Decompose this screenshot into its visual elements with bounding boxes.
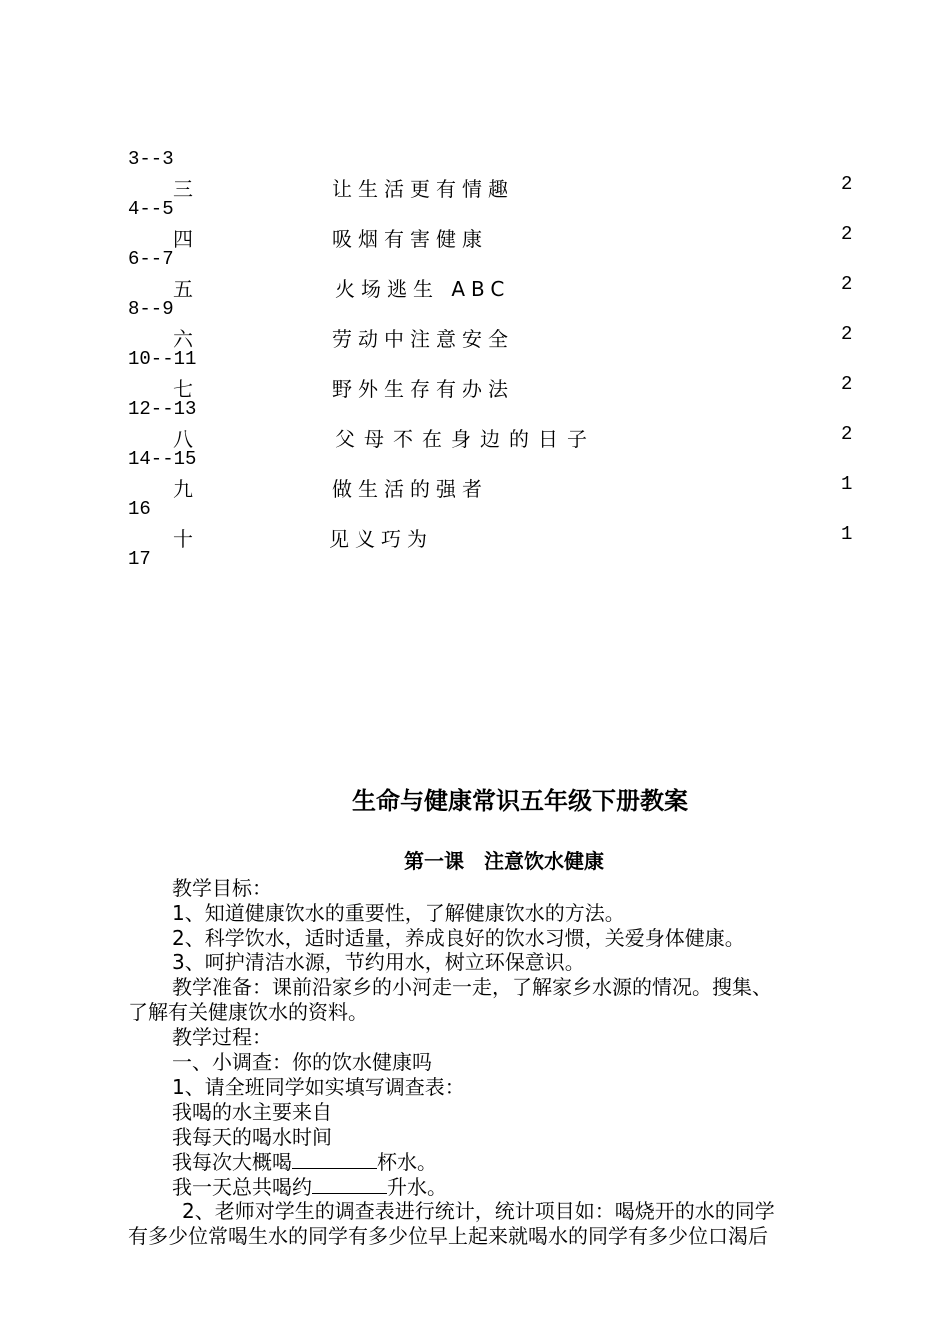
- toc-title: 劳动中注意安全: [332, 327, 514, 351]
- toc-ordinal: 三: [173, 177, 193, 201]
- toc-ordinal: 八: [173, 427, 193, 451]
- question-text: 升水。: [387, 1175, 447, 1199]
- toc-page-range: 14--15: [128, 448, 197, 470]
- step-line: 1、请全班同学如实填写调查表：: [172, 1075, 465, 1099]
- toc-title: 做生活的强者: [332, 477, 488, 501]
- toc-page-range: 12--13: [128, 398, 197, 420]
- toc-periods: 2: [841, 273, 853, 295]
- goals-heading: 教学目标：: [172, 876, 272, 900]
- toc-title: 见义巧为: [329, 527, 433, 551]
- toc-page-range: 3--3: [128, 148, 174, 170]
- lesson-title: 第一课 注意饮水健康: [404, 849, 604, 873]
- goal-item: 1、知道健康饮水的重要性，了解健康饮水的方法。: [172, 901, 625, 925]
- fill-in-blank: [312, 1175, 387, 1194]
- toc-periods: 2: [841, 423, 853, 445]
- goal-item: 3、呵护清洁水源，节约用水，树立环保意识。: [172, 950, 585, 974]
- survey-question: 我每天的喝水时间: [172, 1125, 332, 1149]
- fill-in-blank: [292, 1150, 377, 1169]
- survey-question: 我喝的水主要来自: [172, 1100, 332, 1124]
- toc-title: 父母不在身边的日子: [335, 427, 596, 451]
- toc-ordinal: 六: [173, 327, 193, 351]
- question-text: 杯水。: [377, 1150, 437, 1174]
- toc-periods: 2: [841, 373, 853, 395]
- toc-ordinal: 五: [173, 277, 193, 301]
- step-line: 有多少位常喝生水的同学有多少位早上起来就喝水的同学有多少位口渴后: [128, 1224, 768, 1248]
- section-heading: 一、小调查：你的饮水健康吗: [172, 1050, 432, 1074]
- toc-page-range: 8--9: [128, 298, 174, 320]
- toc-periods: 2: [841, 173, 853, 195]
- toc-periods: 1: [841, 473, 853, 495]
- toc-page-range: 4--5: [128, 198, 174, 220]
- toc-title: 火场逃生 ABC: [335, 277, 511, 301]
- prep-line: 教学准备：课前沿家乡的小河走一走，了解家乡水源的情况。搜集、: [172, 975, 772, 999]
- goal-item: 2、科学饮水，适时适量，养成良好的饮水习惯，关爱身体健康。: [172, 926, 745, 950]
- toc-title: 让生活更有情趣: [332, 177, 514, 201]
- toc-ordinal: 七: [173, 377, 193, 401]
- toc-periods: 2: [841, 323, 853, 345]
- toc-periods: 1: [841, 523, 853, 545]
- toc-ordinal: 十: [173, 527, 193, 551]
- question-text: 我一天总共喝约: [172, 1175, 312, 1199]
- toc-page-range: 17: [128, 548, 151, 570]
- step-line: 2、老师对学生的调查表进行统计，统计项目如：喝烧开的水的同学: [182, 1199, 775, 1223]
- document-title: 生命与健康常识五年级下册教案: [352, 787, 688, 815]
- toc-title: 野外生存有办法: [332, 377, 514, 401]
- toc-page-range: 6--7: [128, 248, 174, 270]
- prep-line: 了解有关健康饮水的资料。: [128, 1000, 368, 1024]
- toc-ordinal: 九: [173, 477, 193, 501]
- toc-periods: 2: [841, 223, 853, 245]
- toc-page-range: 10--11: [128, 348, 197, 370]
- process-heading: 教学过程：: [172, 1025, 272, 1049]
- toc-ordinal: 四: [173, 227, 193, 251]
- toc-page-range: 16: [128, 498, 151, 520]
- toc-title: 吸烟有害健康: [332, 227, 488, 251]
- question-text: 我每次大概喝: [172, 1150, 292, 1174]
